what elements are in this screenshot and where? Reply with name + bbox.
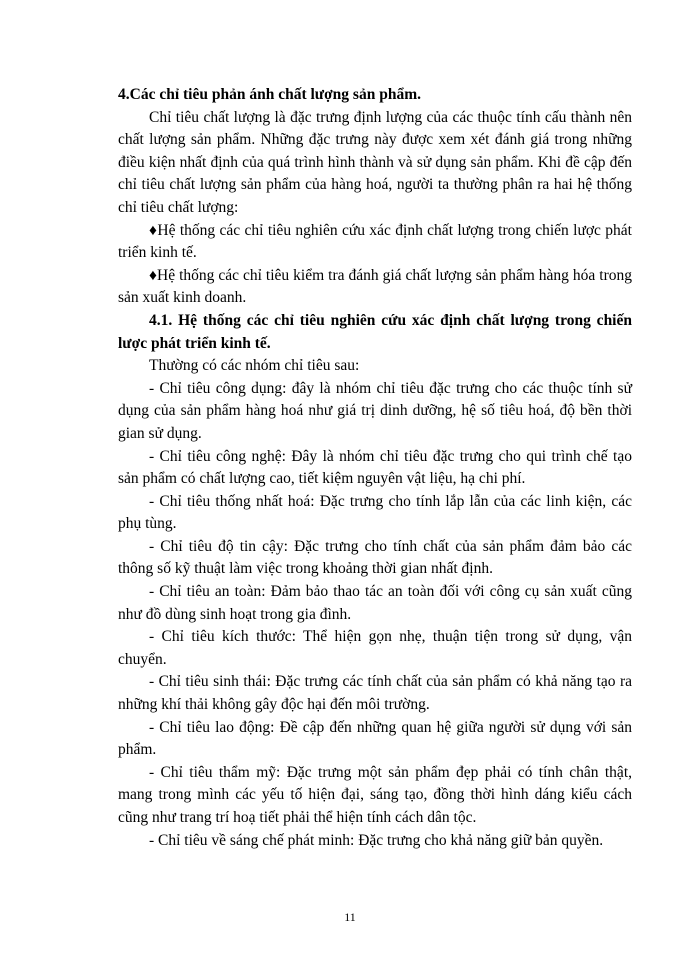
list-item: - Chỉ tiêu lao động: Đề cập đến những quan hệ giữa người sử dụng với sản phẩm.: [118, 718, 632, 759]
list-item: - Chỉ tiêu sinh thái: Đặc trưng các tính chất của sản phẩm có khả năng tạo ra những khí thải không gây độc hại đến môi trường.: [118, 673, 632, 714]
section-heading: 4.Các chỉ tiêu phản ánh chất lượng sản phẩm.: [118, 86, 421, 103]
list-item: - Chỉ tiêu kích thước: Thể hiện gọn nhẹ, thuận tiện trong sử dụng, vận chuyển.: [118, 628, 632, 668]
list-intro: Thường có các nhóm chỉ tiêu sau:: [149, 357, 360, 375]
list-item: - Chỉ tiêu công dụng: đây là nhóm chỉ tiêu đặc trưng cho các thuộc tính sử dụng của sản phẩm hàng hoá như giá trị dinh dưỡng, hệ số tiêu hoá, độ bền thời gian sử dụng.: [118, 379, 632, 442]
document-page: [118, 84, 632, 852]
bullet-item: ♦Hệ thống các chỉ tiêu nghiên cứu xác định chất lượng trong chiến lược phát triển kinh tế.: [118, 221, 632, 262]
list-item: - Chỉ tiêu công nghệ: Đây là nhóm chỉ tiêu đặc trưng cho qui trình chế tạo sản phẩm có chất lượng cao, tiết kiệm nguyên vật liệu, hạ chi phí.: [118, 447, 632, 488]
list-item: - Chỉ tiêu an toàn: Đảm bảo thao tác an toàn đối với công cụ sản xuất cũng như đồ dùng sinh hoạt trong gia đình.: [118, 583, 632, 623]
intro-paragraph: Chỉ tiêu chất lượng là đặc trưng định lượng của các thuộc tính cấu thành nên chất lượng sản phẩm. Những đặc trưng này được xem xét đánh giá trong những điều kiện nhất định của quá trình hình thành và sử dụng sản phẩm. Khi đề cập đến chỉ tiêu chất lượng sản phẩm của hàng hoá, người ta thường phân ra hai hệ thống chỉ tiêu chất lượng:: [118, 108, 632, 216]
list-item: - Chỉ tiêu thẩm mỹ: Đặc trưng một sản phẩm đẹp phải có tính chân thật, mang trong mình các yếu tố hiện đại, sáng tạo, đồng thời hình dáng kiểu cách cũng như trang trí hoạ tiết phải thể hiện tính cách dân tộc.: [118, 763, 632, 826]
page-number: 11: [344, 910, 356, 924]
bullet-item: ♦Hệ thống các chỉ tiêu kiểm tra đánh giá chất lượng sản phẩm hàng hóa trong sản xuất kinh doanh.: [118, 266, 632, 307]
list-item: - Chỉ tiêu độ tin cậy: Đặc trưng cho tính chất của sản phẩm đảm bảo các thông số kỹ thuật làm việc trong khoảng thời gian nhất định.: [118, 537, 632, 578]
list-item: - Chỉ tiêu thống nhất hoá: Đặc trưng cho tính lắp lẫn của các linh kiện, các phụ tùng.: [118, 492, 632, 533]
list-item: - Chỉ tiêu về sáng chế phát minh: Đặc trưng cho khả năng giữ bản quyền.: [149, 831, 604, 849]
subsection-heading: 4.1. Hệ thống các chỉ tiêu nghiên cứu xác định chất lượng trong chiến lược phát triển kinh tế.: [118, 311, 632, 352]
